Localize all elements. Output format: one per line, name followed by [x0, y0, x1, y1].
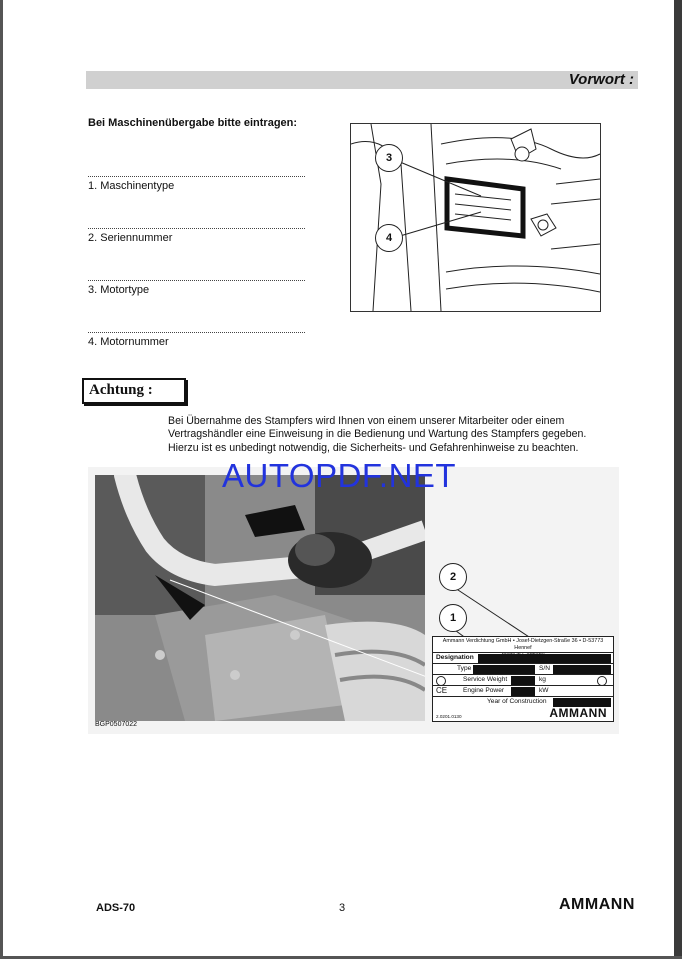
- warning-heading: Achtung :: [89, 382, 153, 398]
- section-title: Vorwort :: [568, 71, 634, 88]
- plate-value-field: [553, 665, 611, 674]
- callout-3: 3: [375, 144, 403, 172]
- field-label: 3. Motortype: [88, 284, 150, 296]
- type-plate: [432, 636, 614, 722]
- plate-brand-logo: AMMANN: [549, 706, 607, 720]
- plate-label: Designation: [436, 654, 474, 661]
- plate-value-field: [478, 654, 611, 663]
- plate-value-field: [511, 676, 535, 685]
- plate-label: Engine Power: [463, 687, 505, 694]
- callout-1: 1: [439, 604, 467, 632]
- photo-reference-code: BGP0507022: [95, 721, 138, 728]
- plate-label: Year of Construction: [487, 698, 547, 705]
- plate-code: 2.0201.0130: [436, 714, 462, 719]
- plate-value-field: [473, 665, 535, 674]
- field-label: 2. Seriennummer: [88, 232, 173, 244]
- plate-label: Type: [457, 665, 472, 672]
- intro-text: Bei Maschinenübergabe bitte eintragen:: [88, 117, 298, 129]
- callout-2: 2: [439, 563, 467, 591]
- ce-mark: CE: [436, 686, 448, 695]
- body-line: Hierzu ist es unbedingt notwendig, die Sicherheits- und Gefahrenhinweise zu beachten.: [168, 441, 579, 454]
- watermark: AUTOPDF.NET: [222, 457, 457, 494]
- plate-label: Service Weight: [463, 676, 508, 683]
- plate-value-field: [511, 687, 535, 696]
- footer-model: ADS-70: [96, 902, 136, 914]
- plate-unit: kW: [539, 687, 549, 694]
- page-number: 3: [339, 902, 346, 914]
- field-label: 4. Motornummer: [88, 336, 169, 348]
- body-line: Bei Übernahme des Stampfers wird Ihnen von einem unserer Mitarbeiter oder einem: [168, 415, 565, 427]
- callout-4: 4: [375, 224, 403, 252]
- body-line: Vertragshändler eine Einweisung in die Bedienung und Wartung des Stampfers gegeben.: [168, 428, 587, 441]
- footer-brand-logo: AMMANN: [559, 896, 635, 913]
- plate-manufacturer-address: Ammann Verdichtung GmbH • Josef-Dietzgen-Straße 36 • D-53773 Hennef: [442, 638, 604, 651]
- plate-label: S/N: [539, 665, 550, 672]
- field-label: 1. Maschinentype: [88, 180, 175, 192]
- plate-unit: kg: [539, 676, 546, 683]
